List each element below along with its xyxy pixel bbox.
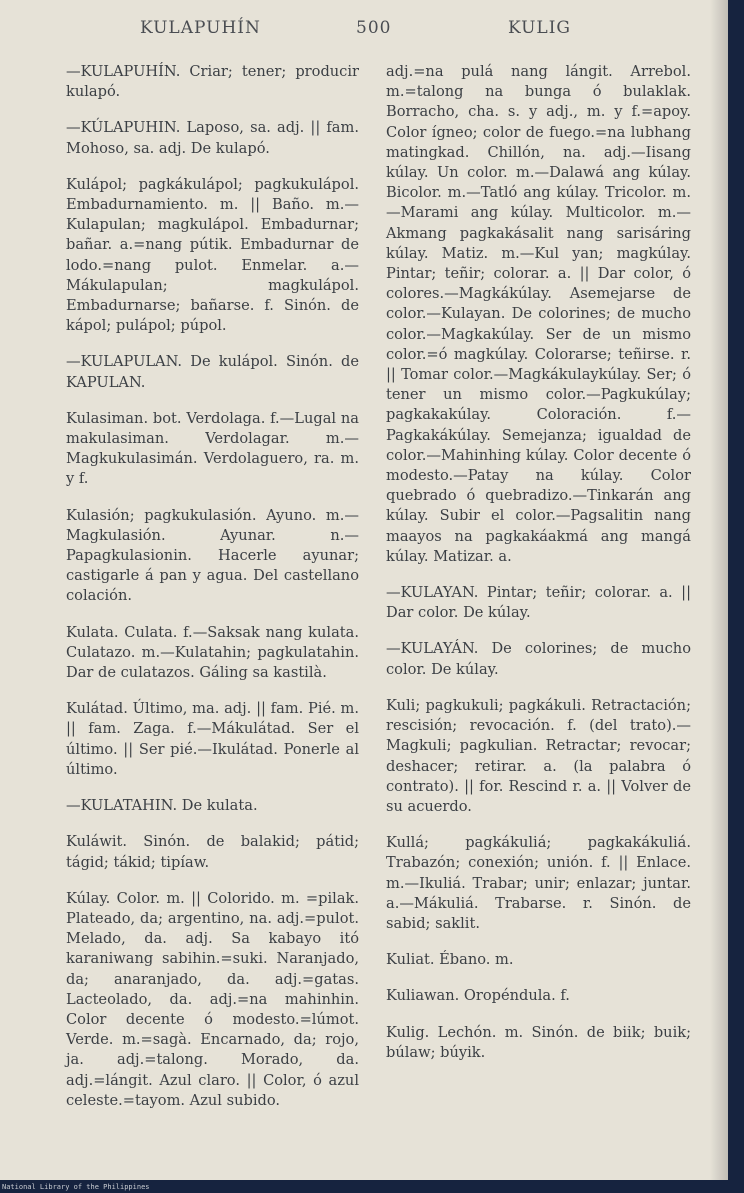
dictionary-entry: —KULAYÁN. De colorines; de mucho color. De kúlay.: [386, 640, 691, 678]
dictionary-entry: —KULAYAN. Pintar; teñir; colorar. a. || Dar color. De kúlay.: [386, 584, 691, 622]
dictionary-entry: Kuliawan. Oropéndula. f.: [386, 987, 570, 1005]
dictionary-entry: Kulápol; pagkákulápol; pagkukulápol. Embadurnamiento. m. || Baño. m.—Kulapulan; magkulápol. Embadurnar; bañar. a.=nang pútik. Embadurnar de lodo.=nang pulot. Enmelar. a.—Mákulapulan; magkulápol. Embadurnarse; bañarse. f. Sinón. de kápol; pulápol; púpol.: [66, 175, 359, 335]
left-column: [66, 62, 359, 1111]
dictionary-entry: —KULATAHIN. De kulata.: [66, 797, 258, 815]
dictionary-entry: Kulasión; pagkukulasión. Ayuno. m.—Magkulasión. Ayunar. n.—Papagkulasionin. Hacerle ayunar; castigarle á pan y agua. Del castellano colación.: [66, 506, 359, 605]
dictionary-entry: Kulasiman. bot. Verdolaga. f.—Lugal na makulasiman. Verdolagar. m.—Magkukulasimán. Verdolaguero, ra. m. y f.: [66, 409, 359, 488]
right-column: [386, 62, 691, 1063]
running-head-first-entry: KULAPUHÍN: [140, 18, 261, 38]
scan-credit: National Library of the Philippines: [2, 1183, 150, 1191]
dictionary-entry: —KÚLAPUHIN. Laposo, sa. adj. || fam. Mohoso, sa. adj. De kulapó.: [66, 119, 359, 157]
dictionary-entry: Kúlay. Color. m. || Colorido. m. =pilak. Plateado, da; argentino, na. adj.=pulot. Melado, da. adj. Sa kabayo itó karaniwang sabihin.=suki. Naranjado, da; anaranjado, da. adj.=gatas. Lacteolado, da. adj.=na mahinhin. Color decente ó modesto.=lúmot. Verde. m.=sagà. Encarnado, da; rojo, ja. adj.=talong. Morado, da. adj.=lángit. Azul claro. || Color, ó azul celeste.=tayom. Azul subido.: [66, 889, 359, 1109]
dictionary-entry: Kulig. Lechón. m. Sinón. de biik; buik; búlaw; búyik.: [386, 1023, 691, 1061]
dictionary-entry: Kulátad. Último, ma. adj. || fam. Pié. m. || fam. Zaga. f.—Mákulátad. Ser el último. || Ser pié.—Ikulátad. Ponerle al último.: [66, 700, 359, 778]
dictionary-entry: adj.=na pulá nang lángit. Arrebol. m.=talong na bunga ó bulaklak. Borracho, cha. s. y adj., m. y f.=apoy. Color ígneo; color de fuego.=na lubhang matingkad. Chillón, na. adj.—Iisang kúlay. Un color. m.—Dalawá ang kúlay. Bicolor. m.—Tatló ang kúlay. Tricolor. m.—Marami ang kúlay. Multicolor. m.—Akmang pagkakásalit nang sarisáring kúlay. Matiz. m.—Kul yan; magkúlay. Pintar; teñir; colorar. a. || Dar color, ó colores.—Magkákúlay. Asemejarse de color.—Kulayan. De colorines; de mucho color.—Magkakúlay. Ser de un mismo color.=ó magkúlay. Colorarse; teñirse. r. || Tomar color.—Magkákulaykúlay. Ser; ó tener un mismo color.—Pagkukúlay; pagkakakúlay. Coloración. f.—Pagkakákúlay. Semejanza; igualdad de color.—Mahinhing kúlay. Color decente ó modesto.—Patay na kúlay. Color quebrado ó quebradizo.—Tinkarán ang kúlay. Subir el color.—Pagsalitin nang maayos na pagkakáakmá ang mangá kúlay. Matizar. a.: [386, 63, 691, 565]
dictionary-entry: —KULAPUHÍN. Criar; tener; producir kulapó.: [66, 63, 359, 101]
dictionary-entry: Kuliat. Ébano. m.: [386, 951, 514, 969]
dictionary-entry: Kulata. Culata. f.—Saksak nang kulata. Culatazo. m.—Kulatahin; pagkulatahin. Dar de culatazos. Gáling sa kastilà.: [66, 623, 359, 682]
page-number: 500: [356, 18, 392, 38]
dictionary-entry: Kuli; pagkukuli; pagkákuli. Retractación; rescisión; revocación. f. (del trato).—Magkuli; pagkulian. Retractar; revocar; deshacer; retirar. a. (la palabra ó contrato). || for. Rescind r. a. || Volver de su acuerdo.: [386, 696, 691, 815]
running-head-last-entry: KULIG: [508, 18, 572, 38]
dictionary-entry: Kuláwit. Sinón. de balakid; pátid; tágid; tákid; tipíaw.: [66, 833, 359, 871]
dictionary-entry: —KULAPULAN. De kulápol. Sinón. de KAPULAN.: [66, 353, 359, 391]
dictionary-entry: Kullá; pagkákuliá; pagkakákuliá. Trabazón; conexión; unión. f. || Enlace. m.—Ikuliá. Trabar; unir; enlazar; juntar. a.—Mákuliá. Trabarse. r. Sinón. de sabid; saklit.: [386, 834, 691, 932]
